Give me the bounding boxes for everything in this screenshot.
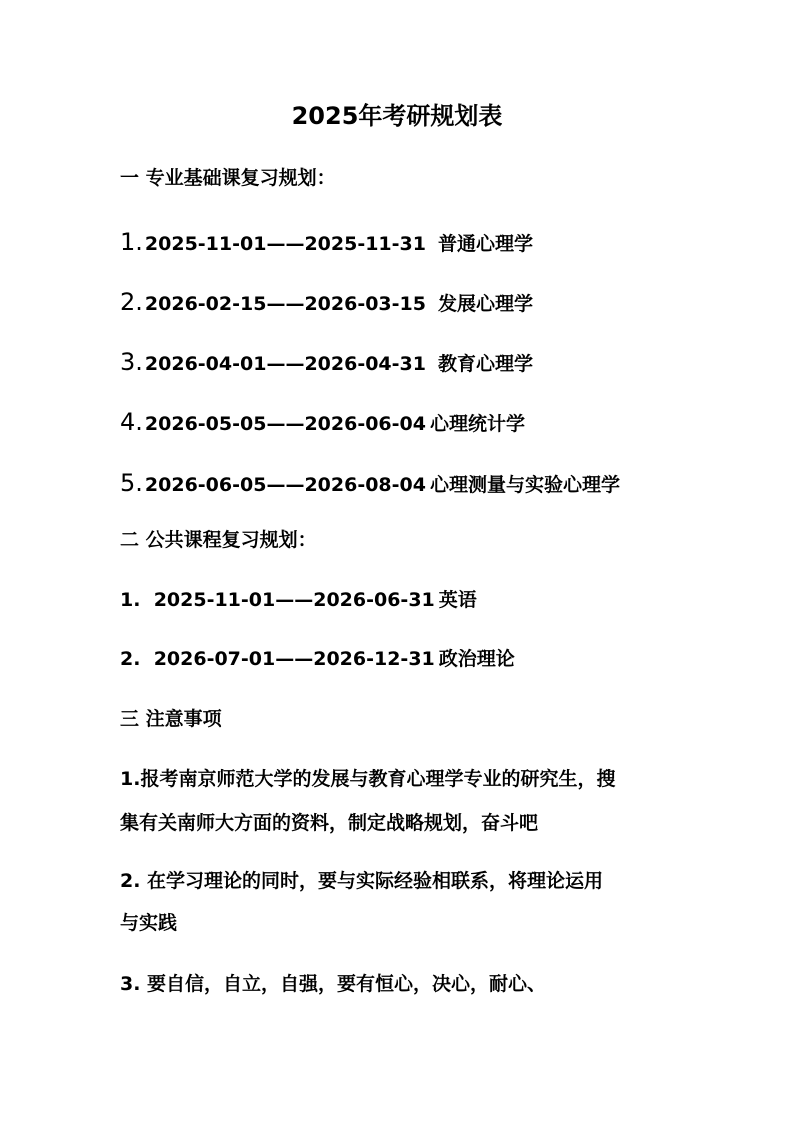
subject-name: 政治理论	[438, 648, 515, 670]
list-item	[120, 471, 620, 495]
subject-name: 普通心理学	[437, 233, 533, 255]
date-range: 2026-07-01——2026-12-31	[153, 648, 435, 670]
note-line: 3. 要自信，自立，自强，要有恒心，决心，耐心、	[120, 973, 547, 995]
list-item	[120, 410, 525, 434]
subject-name: 心理测量与实验心理学	[429, 474, 620, 496]
date-range: 2026-05-05——2026-06-04	[144, 413, 426, 435]
date-range: 2025-11-01——2025-11-31	[144, 233, 426, 255]
item-number: 1.	[120, 228, 143, 256]
note-line: 2. 在学习理论的同时，要与实际经验相联系，将理论运用	[120, 870, 604, 892]
item-number: 4.	[120, 408, 143, 436]
note-line: 与实践	[120, 912, 178, 934]
list-item	[120, 230, 533, 254]
page-title: 2025年考研规划表	[291, 102, 503, 130]
date-range: 2026-02-15——2026-03-15	[144, 293, 426, 315]
date-range: 2026-04-01——2026-04-31	[144, 353, 426, 375]
list-item	[120, 350, 533, 374]
note-line: 集有关南师大方面的资料，制定战略规划，奋斗吧	[120, 812, 539, 834]
section-heading-public: 二 公共课程复习规划：	[120, 529, 317, 551]
date-range: 2026-06-05——2026-08-04	[144, 474, 426, 496]
item-number: 1.	[120, 589, 141, 611]
date-range: 2025-11-01——2026-06-31	[153, 589, 435, 611]
item-number: 2.	[120, 648, 141, 670]
note-line: 1.报考南京师范大学的发展与教育心理学专业的研究生，搜	[120, 768, 616, 790]
item-number: 5.	[120, 469, 143, 497]
list-item	[120, 290, 533, 314]
item-number: 3.	[120, 348, 143, 376]
subject-name: 教育心理学	[437, 353, 533, 375]
subject-name: 发展心理学	[437, 293, 533, 315]
subject-name: 心理统计学	[429, 413, 525, 435]
list-item	[120, 591, 477, 610]
item-number: 2.	[120, 288, 143, 316]
section-heading-major: 一 专业基础课复习规划：	[120, 167, 336, 189]
section-heading-notes: 三 注意事项	[120, 708, 222, 730]
subject-name: 英语	[438, 589, 477, 611]
list-item	[120, 650, 515, 669]
